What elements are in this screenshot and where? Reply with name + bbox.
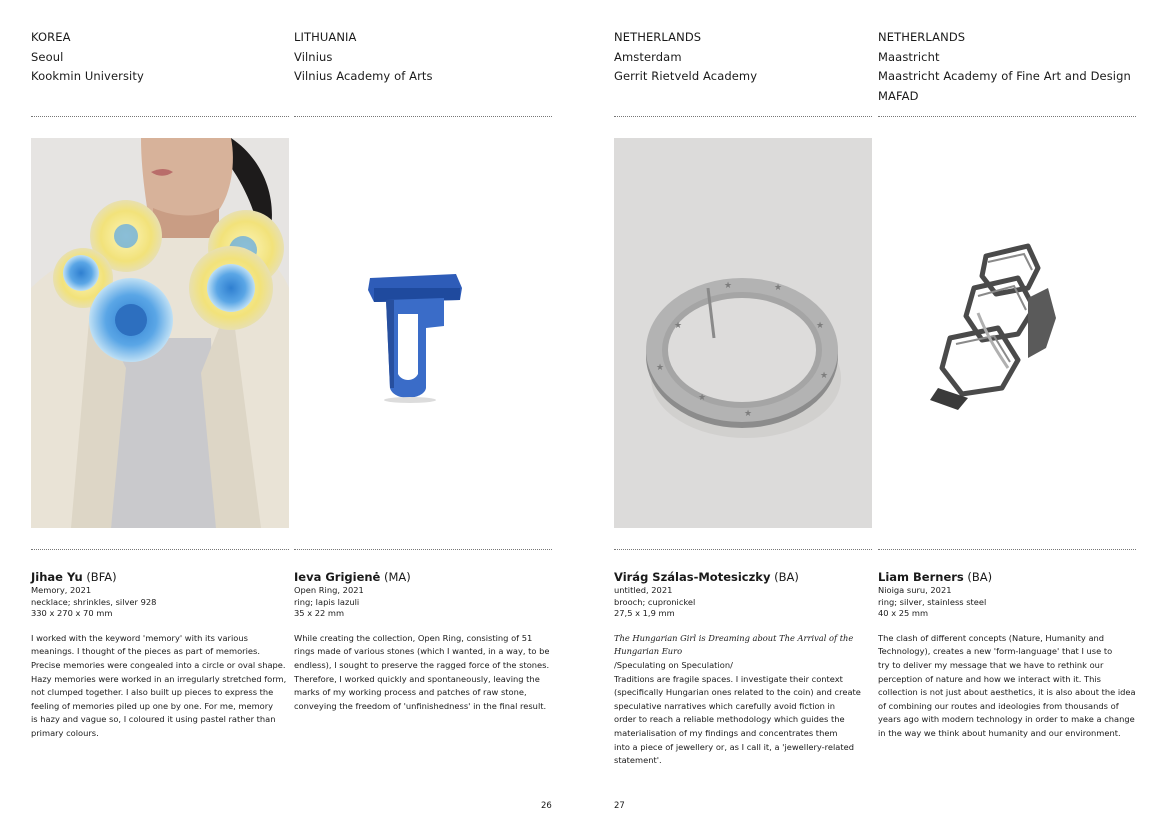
artist-statement — [878, 632, 1136, 741]
statement-line: endless), I sought to preserve the ragged force of the stones. — [294, 659, 550, 670]
work-size: 330 x 270 x 70 mm — [31, 608, 113, 619]
bottom-divider — [31, 549, 289, 550]
artist-name: Liam Berners — [878, 570, 964, 584]
column-header — [878, 28, 1136, 106]
svg-text:★: ★ — [656, 363, 665, 373]
top-divider — [294, 116, 552, 117]
work-meta — [294, 585, 552, 620]
top-divider — [614, 116, 872, 117]
country: KOREA — [31, 30, 71, 44]
statement-line: statement'. — [614, 755, 662, 766]
statement-line: of combining our routes and ideologies from thousands of — [878, 700, 1119, 711]
statement-line: collection is not just about aesthetics, it is also about the idea — [878, 687, 1136, 698]
work-materials: ring; silver, stainless steel — [878, 596, 987, 607]
artist-name-line — [878, 570, 1136, 584]
italic-title-line: The Hungarian Girl is Dreaming about The Arrival of the — [614, 632, 854, 643]
bottom-divider — [614, 549, 872, 550]
statement-line: years ago with modern technology in order to make a change — [878, 714, 1135, 725]
statement-line: conveying the freedom of 'unfinishedness' in the final result. — [294, 700, 547, 711]
artist-name: Jihae Yu — [31, 570, 83, 584]
svg-text:★: ★ — [724, 281, 733, 291]
ring-photo — [878, 138, 1136, 528]
school: Kookmin University — [31, 69, 144, 83]
city: Vilnius — [294, 49, 333, 64]
statement-line: Technology), creates a new 'form-language' that I use to — [878, 646, 1113, 657]
statement-line: rings made of various stones (which I wanted, in a way, to be — [294, 646, 550, 657]
column-header — [294, 28, 552, 87]
work-size: 35 x 22 mm — [294, 608, 345, 619]
artist-name-line — [294, 570, 552, 584]
work-size: 40 x 25 mm — [878, 608, 929, 619]
school: Maastricht Academy of Fine Art and Design — [878, 69, 1131, 83]
artist-statement — [614, 632, 872, 768]
school: Vilnius Academy of Arts — [294, 69, 433, 83]
ring-photo — [294, 138, 552, 528]
school-abbreviation: MAFAD — [878, 88, 919, 103]
degree: (BA) — [967, 570, 993, 584]
country: NETHERLANDS — [878, 30, 966, 44]
statement-line: in the way we think about humanity and our environment. — [878, 727, 1121, 738]
degree: (MA) — [384, 570, 411, 584]
column-header — [614, 28, 872, 87]
brooch-photo — [614, 138, 872, 528]
statement-line: into a piece of jewellery or, as I call it, a 'jewellery-related — [614, 741, 854, 752]
top-divider — [878, 116, 1136, 117]
statement-line: is hazy and vague so, I coloured it using pastel rather than — [31, 714, 276, 725]
artist-name-line — [31, 570, 289, 584]
column-header — [31, 28, 289, 87]
artist-statement — [31, 632, 289, 741]
statement-line: /Speculating on Speculation/ — [614, 659, 733, 670]
statement-line: speculative narratives which carefully avoid fiction in — [614, 700, 836, 711]
bottom-divider — [294, 549, 552, 550]
artist-name: Ieva Grigienė — [294, 570, 381, 584]
italic-title-line: Hungarian Euro — [614, 646, 683, 657]
svg-text:★: ★ — [816, 321, 825, 331]
statement-line: primary colours. — [31, 727, 99, 738]
svg-text:★: ★ — [698, 393, 707, 403]
work-materials: ring; lapis lazuli — [294, 596, 360, 607]
artist-name: Virág Szálas-Motesiczky — [614, 570, 771, 584]
statement-line: I worked with the keyword 'memory' with its various — [31, 632, 248, 643]
statement-line: feeling of memories piled up one by one. For me, memory — [31, 700, 274, 711]
svg-text:★: ★ — [774, 283, 783, 293]
country: LITHUANIA — [294, 30, 357, 44]
statement-line: order to reach a reliable methodology which guides the — [614, 714, 845, 725]
artist-info — [878, 570, 1136, 741]
work-title: Memory, 2021 — [31, 585, 92, 595]
statement-italic-line — [614, 632, 872, 646]
statement-line: meanings. I thought of the pieces as part of memories. — [31, 646, 260, 657]
necklace-photo — [31, 138, 289, 528]
work-materials: necklace; shrinkles, silver 928 — [31, 596, 157, 607]
artist-info — [294, 570, 552, 713]
page-number-right: 27 — [614, 801, 625, 811]
statement-line: While creating the collection, Open Ring, consisting of 51 — [294, 632, 533, 643]
statement-line: Traditions are fragile spaces. I investigate their context — [614, 673, 843, 684]
work-meta — [878, 585, 1136, 620]
statement-line: Therefore, I worked quickly and spontaneously, leaving the — [294, 673, 540, 684]
city: Seoul — [31, 49, 64, 64]
city: Maastricht — [878, 49, 940, 64]
statement-line: Precise memories were congealed into a circle or oval shape. — [31, 659, 286, 670]
bottom-divider — [878, 549, 1136, 550]
work-title: untitled, 2021 — [614, 585, 673, 595]
top-divider — [31, 116, 289, 117]
country: NETHERLANDS — [614, 30, 702, 44]
degree: (BFA) — [86, 570, 117, 584]
statement-line: Hazy memories were worked in an irregularly stretched form, — [31, 673, 287, 684]
statement-line: (specifically Hungarian ones related to the coin) and create — [614, 687, 861, 698]
statement-line: The clash of different concepts (Nature, Humanity and — [878, 632, 1105, 643]
school: Gerrit Rietveld Academy — [614, 69, 758, 83]
statement-line: perception of nature and how we interact with it. This — [878, 673, 1101, 684]
svg-text:★: ★ — [674, 321, 683, 331]
statement-line: materialisation of my findings and concentrates them — [614, 727, 838, 738]
statement-line: try to deliver my message that we have to rethink our — [878, 659, 1104, 670]
svg-text:★: ★ — [744, 409, 753, 419]
degree: (BA) — [774, 570, 799, 584]
artist-statement — [294, 632, 552, 714]
work-title: Nioiga suru, 2021 — [878, 585, 952, 595]
statement-italic-line — [614, 645, 872, 659]
artist-info — [614, 570, 872, 768]
page-number-left: 26 — [541, 801, 552, 811]
work-materials: brooch; cupronickel — [614, 596, 696, 607]
work-size: 27,5 x 1,9 mm — [614, 608, 675, 619]
work-meta — [31, 585, 289, 620]
artist-name-line — [614, 570, 872, 584]
city: Amsterdam — [614, 49, 682, 64]
artist-info — [31, 570, 289, 741]
statement-line: not clumped together. I also built up pieces to express the — [31, 687, 274, 698]
statement-line: marks of my working process and patches of raw stone, — [294, 687, 527, 698]
work-meta — [614, 585, 872, 620]
work-title: Open Ring, 2021 — [294, 585, 364, 595]
svg-text:★: ★ — [820, 371, 829, 381]
